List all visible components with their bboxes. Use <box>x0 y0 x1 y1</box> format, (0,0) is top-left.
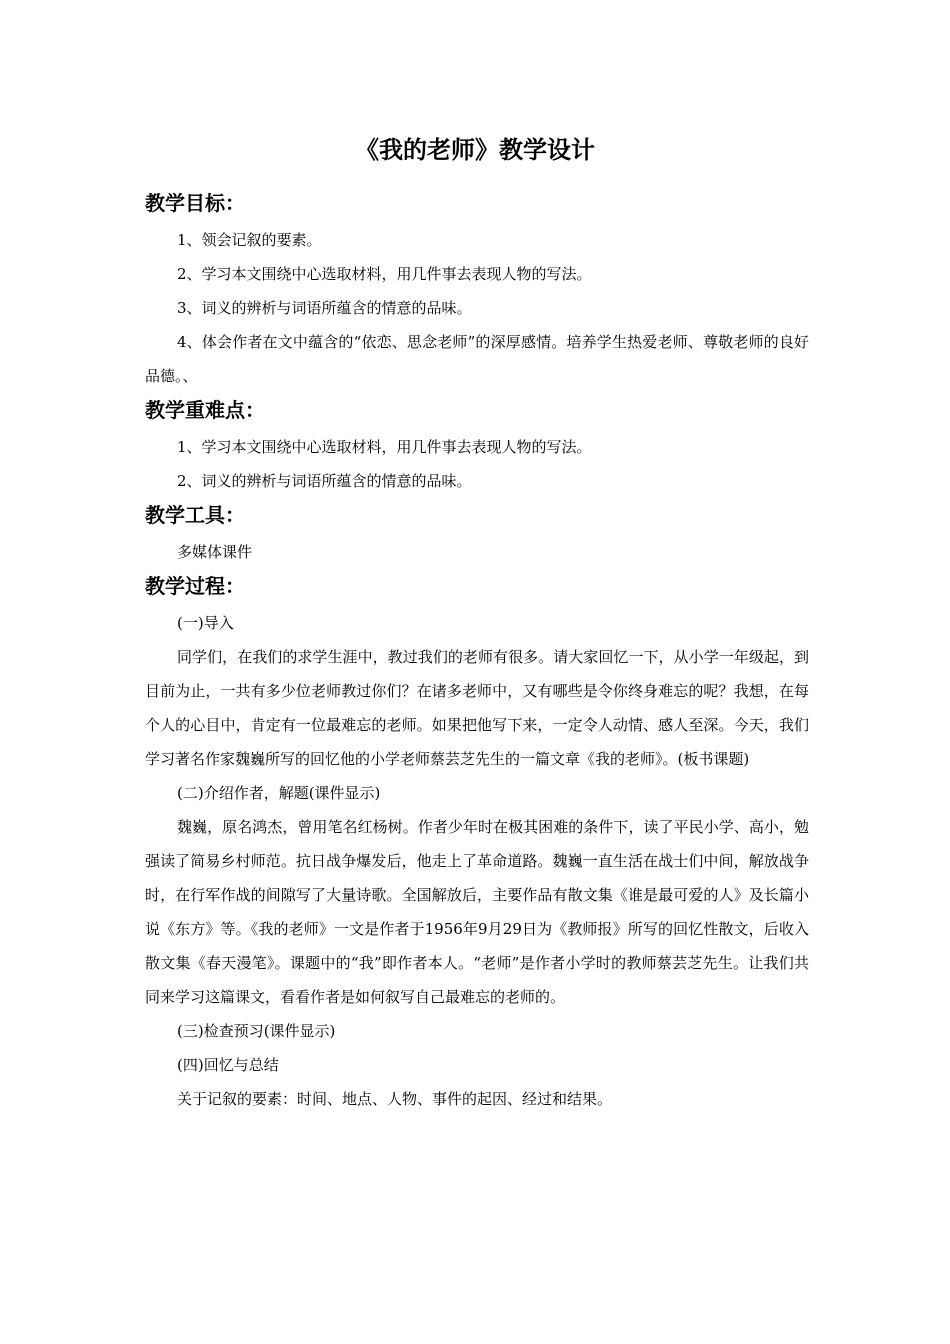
process-step-title: (四)回忆与总结 <box>177 1056 279 1074</box>
document-title: 《我的老师》教学设计 <box>355 135 595 164</box>
process-step-text: 关于记叙的要素：时间、地点、人物、事件的起因、经过和结果。 <box>177 1090 613 1108</box>
objective-item: 4、体会作者在文中蕴含的“依恋、思念老师”的深厚感情。培养学生热爱老师、尊敬老师的良好品德。、 <box>145 333 809 385</box>
key-point-item: 2、词义的辨析与词语所蕴含的情意的品味。 <box>177 472 472 490</box>
process-step-text: 魏巍，原名鸿杰，曾用笔名红杨树。作者少年时在极其困难的条件下，读了平民小学、高小，勉强读了简易乡村师范。抗日战争爆发后，他走上了革命道路。魏巍一直生活在战士们中间，解放战争时，在行军作战的间隙写了大量诗歌。全国解放后，主要作品有散文集《谁是最可爱的人》及长篇小说《东方》等。《我的老师》一文是作者于1956年9月29日为《教师报》所写的回忆性散文，后收入散文集《春天漫笔》。课题中的“我”即作者本人。“老师”是作者小学时的教师蔡芸芝先生。让我们共同来学习这篇课文，看看作者是如何叙写自己最难忘的老师的。 <box>145 818 809 1006</box>
process-step-text: 同学们，在我们的求学生涯中，教过我们的老师有很多。请大家回忆一下，从小学一年级起，到目前为止，一共有多少位老师教过你们？在诸多老师中，又有哪些是令你终身难忘的呢？我想，在每个人的心目中，肯定有一位最难忘的老师。如果把他写下来，一定令人动情、感人至深。今天，我们学习著名作家魏巍所写的回忆他的小学老师蔡芸芝先生的一篇文章《我的老师》。(板书课题) <box>145 648 809 768</box>
objective-item: 2、学习本文围绕中心选取材料，用几件事去表现人物的写法。 <box>177 265 592 283</box>
key-point-item: 1、学习本文围绕中心选取材料，用几件事去表现人物的写法。 <box>177 438 592 456</box>
process-step-title: (二)介绍作者，解题(课件显示) <box>177 784 381 802</box>
tools-text: 多媒体课件 <box>177 543 253 561</box>
objective-item: 3、词义的辨析与词语所蕴含的情意的品味。 <box>177 299 472 317</box>
tools-heading: 教学工具： <box>145 503 245 527</box>
process-step-title: (一)导入 <box>177 614 234 632</box>
objectives-heading: 教学目标： <box>145 191 245 215</box>
key-points-heading: 教学重难点： <box>145 398 265 422</box>
objective-item: 1、领会记叙的要素。 <box>177 231 322 249</box>
document-body <box>145 186 809 1116</box>
process-heading: 教学过程： <box>145 574 245 598</box>
process-step-title: (三)检查预习(课件显示) <box>177 1022 336 1040</box>
